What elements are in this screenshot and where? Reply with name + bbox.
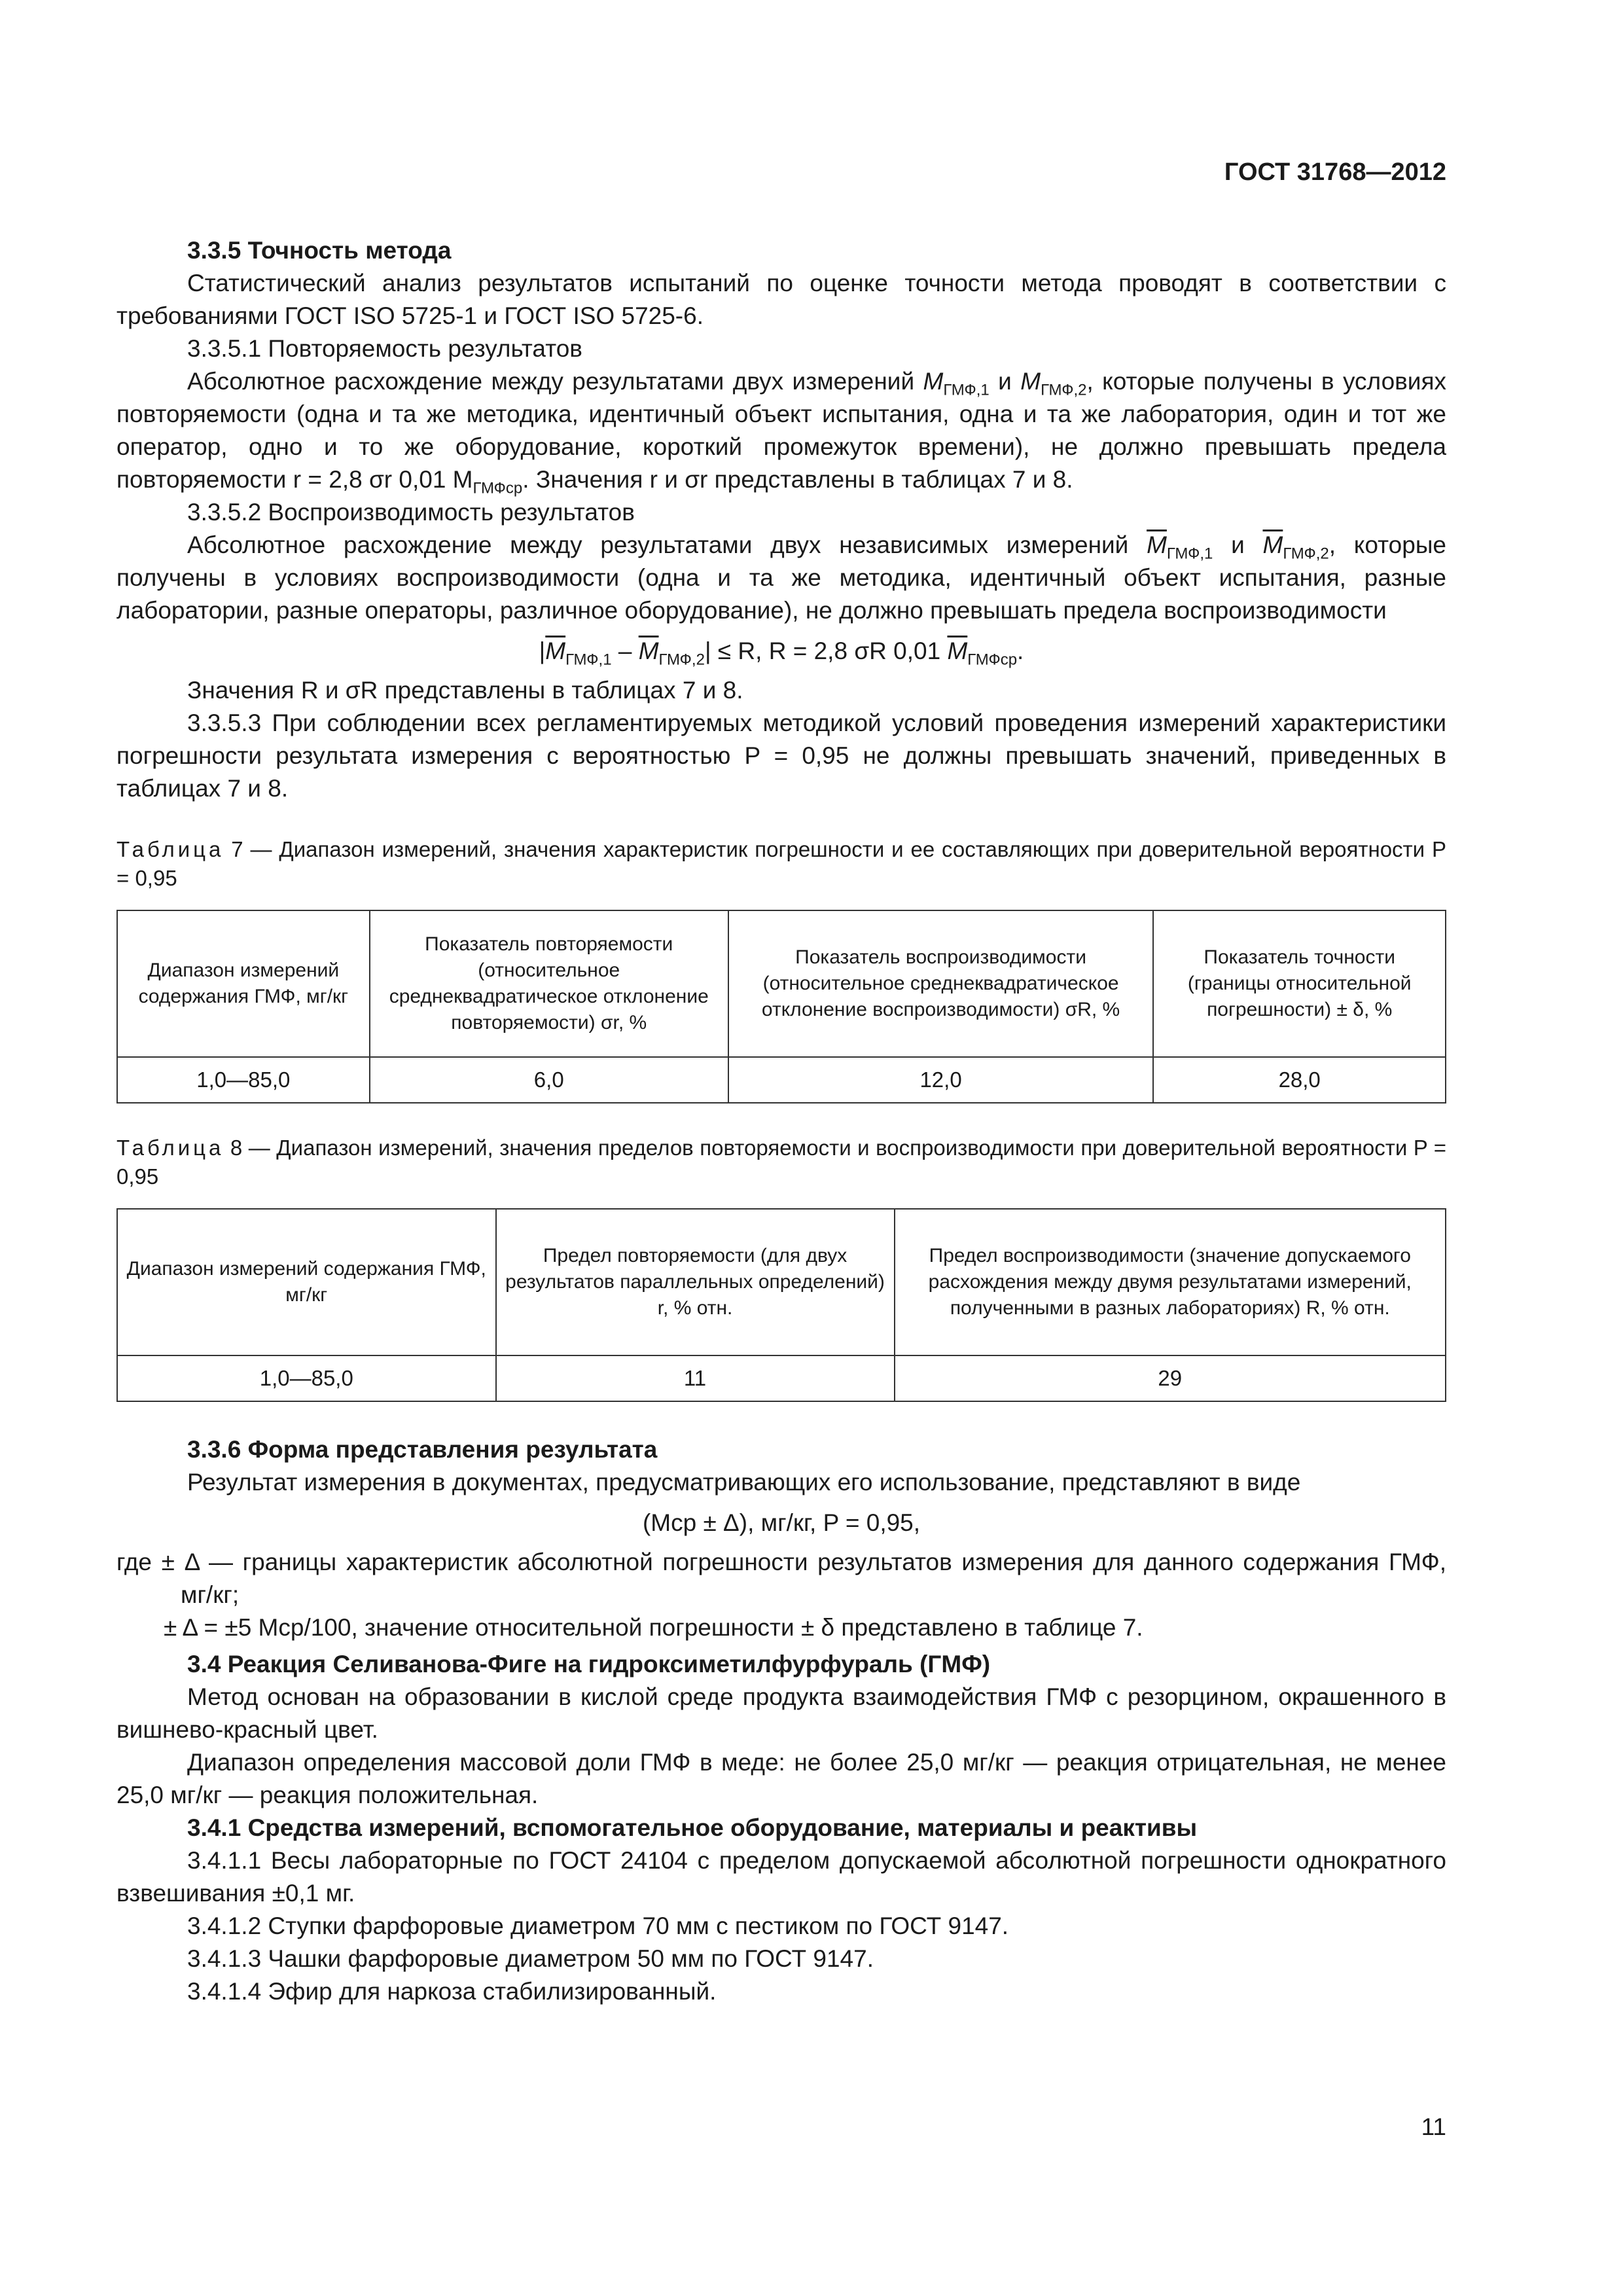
table-cell: 1,0—85,0 bbox=[117, 1355, 496, 1401]
where-clause: ± Δ = ±5 Mср/100, значение относительной погрешности ± δ представлено в таблице 7. bbox=[164, 1614, 1143, 1641]
table-row bbox=[117, 1057, 1446, 1103]
document-body bbox=[116, 234, 1446, 2008]
paragraph: Диапазон определения массовой доли ГМФ в меде: не более 25,0 мг/кг — реакция отрицательная, не менее 25,0 мг/кг — реакция положительная. bbox=[116, 1749, 1446, 1808]
table-header: Предел повторяемости (для двух результатов параллельных определений) r, % отн. bbox=[496, 1209, 895, 1355]
subsection-title: 3.3.5.2 Воспроизводимость результатов bbox=[187, 499, 635, 526]
paragraph: Метод основан на образовании в кислой среде продукта взаимодействия ГМФ с резорцином, окрашенного в вишнево-красный цвет. bbox=[116, 1683, 1446, 1743]
paragraph: 3.4.1.4 Эфир для наркоза стабилизированный. bbox=[187, 1978, 717, 2005]
table-cell: 28,0 bbox=[1153, 1057, 1446, 1103]
paragraph: Значения R и σR представлены в таблицах 7 и 8. bbox=[187, 677, 743, 704]
table-header: Диапазон измерений содержания ГМФ, мг/кг bbox=[117, 910, 370, 1057]
page-number: 11 bbox=[1421, 2113, 1446, 2140]
table-header: Показатель воспроизводимости (относительное среднеквадратическое отклонение воспроизводимости) σR, % bbox=[728, 910, 1154, 1057]
paragraph-repeatability: Абсолютное расхождение между результатами двух измерений $M_{ГМФ,1}$ и $M_{ГМФ,2}$, которые получены в условиях повторяемости (одна и та же методика, идентичный объект испытания, одна и та же лаборатория, один и тот же оператор, одно и то же оборудование, короткий промежуток времени), не должно превышать предела повторяемости r = 2,8 σr 0,01 $M_{ГМФср}$. Значения r и σr представлены в таблицах 7 и 8. bbox=[116, 368, 1446, 497]
table-header: Диапазон измерений содержания ГМФ, мг/кг bbox=[117, 1209, 496, 1355]
section-3-3-6-title: 3.3.6 Форма представления результата bbox=[187, 1436, 658, 1463]
table-cell: 12,0 bbox=[728, 1057, 1154, 1103]
table-row bbox=[117, 1355, 1446, 1401]
table-cell: 11 bbox=[496, 1355, 895, 1401]
table-8 bbox=[116, 1208, 1446, 1402]
paragraph: Статистический анализ результатов испытаний по оценке точности метода проводят в соответствии с требованиями ГОСТ ISO 5725-1 и ГОСТ ISO 5725-6. bbox=[116, 270, 1446, 329]
section-3-3-5-title: 3.3.5 Точность метода bbox=[187, 237, 452, 264]
paragraph: Результат измерения в документах, предусматривающих его использование, представляют в виде bbox=[187, 1469, 1301, 1496]
section-3-4-title: 3.4 Реакция Селиванова-Фиге на гидроксиметилфурфураль (ГМФ) bbox=[187, 1651, 991, 1677]
formula-reproducibility: $|\overline{M}_{ГМФ,1} - \overline{M}_{ГМФ,2}| \le R$, R = 2,8 σR 0,01 $\overline{M}_{ГМФср}$. bbox=[539, 637, 1024, 669]
paragraph: 3.4.1.3 Чашки фарфоровые диаметром 50 мм по ГОСТ 9147. bbox=[187, 1945, 874, 1972]
document-header: ГОСТ 31768—2012 bbox=[1224, 158, 1446, 186]
where-clause: где ± Δ — границы характеристик абсолютной погрешности результатов измерения для данного содержания ГМФ, мг/кг; bbox=[116, 1549, 1446, 1608]
table-cell: 1,0—85,0 bbox=[117, 1057, 370, 1103]
paragraph: 3.3.5.3 При соблюдении всех регламентируемых методикой условий проведения измерений характеристики погрешности результата измерения с вероятностью P = 0,95 не должны превышать значений, приведенных в таблицах 7 и 8. bbox=[116, 709, 1446, 802]
formula-result: (Mср ± Δ), мг/кг, P = 0,95, bbox=[642, 1509, 921, 1536]
paragraph: 3.4.1.2 Ступки фарфоровые диаметром 70 мм с пестиком по ГОСТ 9147. bbox=[187, 1912, 1009, 1939]
table-cell: 29 bbox=[895, 1355, 1446, 1401]
table-header: Предел воспроизводимости (значение допускаемого расхождения между двумя результатами измерений, полученными в разных лабораториях) R, % отн. bbox=[895, 1209, 1446, 1355]
paragraph-reproducibility: Абсолютное расхождение между результатами двух независимых измерений $\overline{M}_{ГМФ,1}$ и $\overline{M}_{ГМФ,2}$, которые получены в условиях воспроизводимости (одна и та же методика, идентичный объект испытания, разные лаборатории, разные операторы, различное оборудование), не должно превышать предела воспроизводимости bbox=[116, 531, 1446, 624]
table-7 bbox=[116, 910, 1446, 1103]
table-8-caption: Таблица 8 — Диапазон измерений, значения пределов повторяемости и воспроизводимости при доверительной вероятности P = 0,95 bbox=[116, 1136, 1446, 1189]
table-header: Показатель повторяемости (относительное среднеквадратическое отклонение повторяемости) σr, % bbox=[370, 910, 728, 1057]
section-3-4-1-title: 3.4.1 Средства измерений, вспомогательное оборудование, материалы и реактивы bbox=[187, 1814, 1198, 1841]
table-7-caption: Таблица 7 — Диапазон измерений, значения характеристик погрешности и ее составляющих при доверительной вероятности P = 0,95 bbox=[116, 837, 1446, 890]
table-cell: 6,0 bbox=[370, 1057, 728, 1103]
paragraph: 3.4.1.1 Весы лабораторные по ГОСТ 24104 с пределом допускаемой абсолютной погрешности однократного взвешивания ±0,1 мг. bbox=[116, 1847, 1446, 1907]
table-header: Показатель точности (границы относительной погрешности) ± δ, % bbox=[1153, 910, 1446, 1057]
subsection-title: 3.3.5.1 Повторяемость результатов bbox=[187, 335, 582, 362]
